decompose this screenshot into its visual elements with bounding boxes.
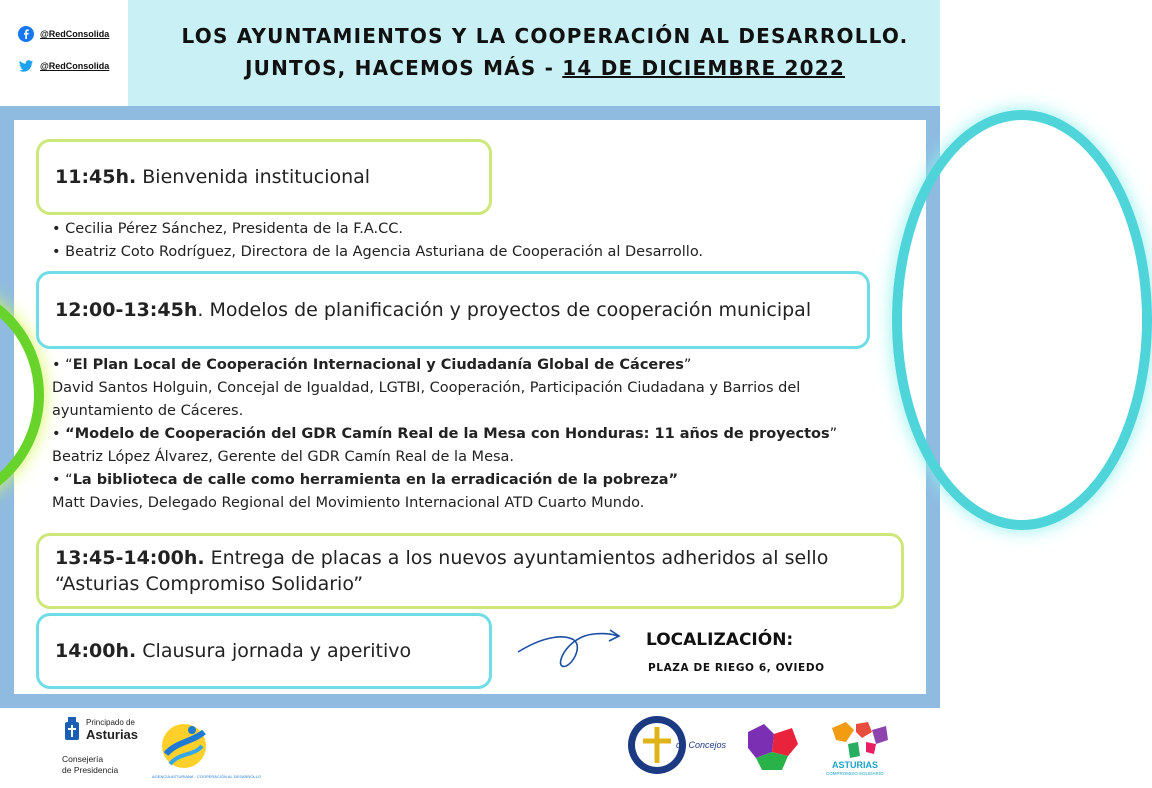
talk-bullet: • “ — [52, 357, 73, 373]
decorative-cyan-arc — [892, 110, 1152, 530]
curly-arrow-icon — [514, 626, 624, 672]
principado-line-2: Asturias — [86, 727, 139, 742]
models-time: 12:00-13:45h — [55, 299, 198, 321]
location-label: LOCALIZACIÓN: — [646, 630, 794, 650]
solidario-line-1: ASTURIAS — [832, 760, 879, 770]
title-line-2 — [150, 52, 940, 84]
consejeria-line-1: Consejería — [62, 754, 104, 764]
header-banner — [0, 0, 940, 106]
closing-time: 14:00h. — [55, 640, 137, 662]
welcome-time: 11:45h. — [55, 166, 137, 188]
agencia-text: AGENCIA ASTURIANA · COOPERACIÓN AL DESARROLLO — [152, 774, 261, 779]
speaker-line: • Beatriz Coto Rodríguez, Directora de la Agencia Asturiana de Cooperación al Desarrollo. — [52, 244, 704, 260]
principado-line-1: Principado de — [86, 718, 135, 727]
coat-of-arms-icon — [62, 716, 82, 744]
talk-quote-close: ” — [683, 357, 692, 373]
twitter-icon — [18, 58, 34, 74]
awards-title: Entrega de placas a los nuevos ayuntamientos adheridos al sello — [204, 547, 829, 569]
talk-bullet: • “ — [52, 472, 73, 488]
twitter-handle: @RedConsolida — [40, 61, 110, 71]
talk-title: La biblioteca de calle como herramienta en la erradicación de la pobreza” — [72, 472, 679, 488]
asturias-map-logo — [744, 718, 802, 774]
welcome-title: Bienvenida institucional — [136, 166, 371, 188]
talk-1-speaker-cont: ayuntamiento de Cáceres. — [52, 403, 244, 419]
talk-2-speaker: Beatriz López Álvarez, Gerente del GDR Camín Real de la Mesa. — [52, 449, 515, 465]
talk-3-speaker: Matt Davies, Delegado Regional del Movimiento Internacional ATD Cuarto Mundo. — [52, 495, 645, 511]
solidario-line-2: COMPROMISO SOLIDARIO — [826, 771, 884, 776]
welcome-speakers — [52, 218, 703, 264]
talk-title: “Modelo de Cooperación del GDR Camín Real de la Mesa con Honduras: 11 años de proyectos — [65, 426, 830, 442]
social-links — [0, 0, 128, 106]
footer-logos — [0, 708, 940, 788]
talk-title: El Plan Local de Cooperación Internacional y Ciudadanía Global de Cáceres — [72, 357, 684, 373]
talk-1-title — [52, 354, 837, 377]
talk-2-title — [52, 423, 837, 446]
facebook-icon — [18, 26, 34, 42]
talk-3-title — [52, 469, 837, 492]
awards-title-cont: “Asturias Compromiso Solidario” — [55, 573, 364, 595]
facc-text: de Concejos — [676, 740, 727, 750]
location-address: PLAZA DE RIEGO 6, OVIEDO — [648, 662, 825, 674]
facebook-link[interactable] — [18, 26, 109, 42]
facebook-handle: @RedConsolida — [40, 29, 110, 39]
agenda-item-closing — [36, 613, 492, 689]
awards-time: 13:45-14:00h. — [55, 547, 205, 569]
event-date: 14 DE DICIEMBRE 2022 — [562, 56, 845, 80]
page-title — [150, 20, 940, 84]
models-title: . Modelos de planificación y proyectos de cooperación municipal — [197, 299, 812, 321]
agenda-item-welcome — [36, 139, 492, 215]
agenda-item-models — [36, 271, 870, 349]
talk-1-speaker: David Santos Holguin, Concejal de Igualdad, LGTBI, Cooperación, Participación Ciudadana y Barrios del — [52, 380, 801, 396]
world-map-solidario-icon — [826, 716, 892, 760]
talk-bullet: • — [52, 426, 66, 442]
agencia-asturiana-logo — [152, 712, 216, 780]
models-talks — [52, 354, 837, 515]
talk-quote-close: ” — [829, 426, 838, 442]
principado-logo — [62, 716, 152, 780]
twitter-link[interactable] — [18, 58, 109, 74]
title-line-1: LOS AYUNTAMIENTOS Y LA COOPERACIÓN AL DESARROLLO. — [181, 24, 909, 48]
title-line-2-prefix: JUNTOS, HACEMOS MÁS - — [245, 56, 563, 80]
closing-title: Clausura jornada y aperitivo — [136, 640, 412, 662]
consejeria-line-2: de Presidencia — [62, 765, 119, 775]
agenda-item-awards — [36, 533, 904, 609]
speaker-line: • Cecilia Pérez Sánchez, Presidenta de la F.A.CC. — [52, 221, 404, 237]
